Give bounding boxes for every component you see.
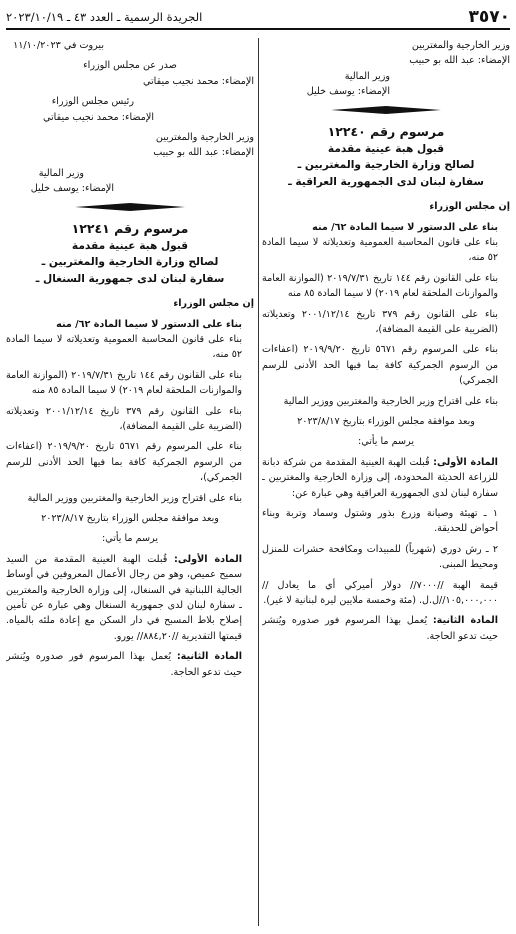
decrees-line: يرسم ما يأتي: xyxy=(357,436,415,448)
basis-clause: بناء على المرسوم رقم ٥٦٧١ تاريخ ٢٠١٩/٩/٢٠ (اعفاءات من الرسوم الجمركية كافة بما فيها الحد الأدنى للرسم الجمركي)، xyxy=(6,441,242,484)
basis-clause: بناء على القانون رقم ٣٧٩ تاريخ ٢٠٠١/١٢/١٤ وتعديلاته (الضريبة على القيمة المضافة)، xyxy=(262,308,498,335)
minister-signature: الإمضاء: عبد الله بو حبيب xyxy=(153,147,254,159)
page-number: ٣٥٧٠ xyxy=(468,7,510,27)
article-label: المادة الثانية: xyxy=(176,651,243,663)
decree-subject: لصالح وزارة الخارجية والمغتربين ـ xyxy=(41,256,219,269)
minister-title: وزير الخارجية والمغتربين xyxy=(155,132,254,144)
minister-title: وزير الخارجية والمغتربين xyxy=(411,40,510,51)
basis-clause: بناء على القانون رقم ٣٧٩ تاريخ ٢٠٠١/١٢/١٤ وتعديلاته (الضريبة على القيمة المضافة)، xyxy=(6,405,242,432)
page-header xyxy=(6,6,510,30)
decree-title: مرسوم رقم ١٢٢٤٠ xyxy=(327,123,445,139)
pm-signature: الإمضاء: محمد نجيب ميقاتي xyxy=(43,111,154,123)
minister-signature: الإمضاء: عبد الله بو حبيب xyxy=(409,55,510,67)
article-one xyxy=(262,455,510,501)
basis-clause: بناء على القانون رقم ١٤٤ تاريخ ٢٠١٩/٧/٣١ (الموازنة العامة والموازنات الملحقة لعام ٢٠١٩) لا سيما المادة ٨٥ منه xyxy=(262,272,498,300)
basis-clause: بناء على قانون المحاسبة العمومية وتعديلاته لا سيما المادة ٥٢ منه، xyxy=(262,236,498,264)
column-divider xyxy=(258,38,259,926)
basis-clause: بناء على المرسوم رقم ٥٦٧١ تاريخ ٢٠١٩/٩/٢٠ (اعفاءات من الرسوم الجمركية كافة بما فيها الحد الأدنى للرسم الجمركي) xyxy=(262,344,498,387)
donation-item: ٢ ـ رش دوري (شهرياً) للمبيدات ومكافحة حشرات للمنزل ومحيط المبنى. xyxy=(262,543,498,571)
basis-clause: بناء على الدستور لا سيما المادة ٦٢/ منه xyxy=(312,221,498,233)
article-label: المادة الثانية: xyxy=(432,615,499,627)
article-text: قُبلت الهبة العينية المقدمة من السيد سميح عميص، وهو من رجال الأعمال المعروفين في أوساط الجالية اللبنانية في السنغال، إلى وزارة الخارجية والمغتربين ـ سفارة لبنان لدى جمهورية السنغال وهي عبارة عن تأمين إصلاح بلاط المسبح في دار السكن مع إعادة ملئه بالمياه. قيمتها التقديرية //٨٨٤,٢٠// يورو. xyxy=(6,553,242,642)
decree-subject: قبول هبة عينية مقدمة xyxy=(71,239,189,252)
decree-subject: لصالح وزارة الخارجية والمغتربين ـ xyxy=(297,159,475,172)
left-column xyxy=(6,38,254,926)
pm-title: رئيس مجلس الوزراء xyxy=(51,96,134,108)
article-one xyxy=(6,552,254,644)
article-two xyxy=(6,649,254,680)
basis-clause: بناء على اقتراح وزير الخارجية والمغتربين ووزير المالية xyxy=(27,492,242,504)
article-label: المادة الأولى: xyxy=(173,553,242,565)
place-date: بيروت في ١١/١٠/٢٠٢٣ xyxy=(13,40,104,51)
approval-line: وبعد موافقة مجلس الوزراء بتاريخ ٢٠٢٣/٨/١٧ xyxy=(41,513,219,525)
decree-title: مرسوم رقم ١٢٢٤١ xyxy=(71,220,189,236)
approval-line: وبعد موافقة مجلس الوزراء بتاريخ ٢٠٢٣/٨/١٧ xyxy=(297,416,475,427)
basis-clause: بناء على القانون رقم ١٤٤ تاريخ ٢٠١٩/٧/٣١ (الموازنة العامة والموازنات الملحقة لعام ٢٠١٩) لا سيما المادة ٨٥ منه xyxy=(6,369,242,397)
decree-subject: سفارة لبنان لدى الجمهورية العراقية ـ xyxy=(288,175,484,188)
council-heading: إن مجلس الوزراء xyxy=(429,201,510,213)
basis-clause: بناء على قانون المحاسبة العمومية وتعديلاته لا سيما المادة ٥٢ منه، xyxy=(6,333,242,361)
gazette-issue-line: الجريدة الرسمية ـ العدد ٤٣ ـ ٢٠٢٣/١٠/١٩ xyxy=(6,10,203,24)
section-separator xyxy=(262,106,510,114)
article-text: قُبلت الهبة العينية المقدمة من شركة دبانة للزراعة الحديثة المحدودة، إلى وزارة الخارجية والمغتربين ـ سفارة لبنان لدى الجمهورية العراقية وهي عبارة عن: xyxy=(262,456,498,499)
section-separator xyxy=(6,203,254,211)
article-label: المادة الأولى: xyxy=(433,456,498,468)
minister-title: وزير المالية xyxy=(38,167,84,179)
minister-signature: الإمضاء: يوسف خليل xyxy=(30,183,114,195)
donation-value: قيمة الهبة //٧٠٠٠// دولار أميركي أي ما يعادل //١٠٥,٠٠٠,٠٠٠//ل.ل. (مئة وخمسة ملايين ليرة لبنانية لا غير). xyxy=(262,579,498,607)
article-text: يُعمل بهذا المرسوم فور صدوره ويُنشر حيث تدعو الحاجة. xyxy=(6,651,242,678)
basis-clause: بناء على الدستور لا سيما المادة ٦٢/ منه xyxy=(56,318,242,330)
pm-signature: الإمضاء: محمد نجيب ميقاتي xyxy=(143,75,254,87)
council-heading: إن مجلس الوزراء xyxy=(173,298,254,310)
decrees-line: يرسم ما يأتي: xyxy=(101,533,159,545)
right-column xyxy=(262,38,510,926)
article-two xyxy=(262,613,510,644)
decree-subject: قبول هبة عينية مقدمة xyxy=(327,142,445,155)
basis-clause: بناء على اقتراح وزير الخارجية والمغتربين ووزير المالية xyxy=(283,395,498,407)
decree-subject: سفارة لبنان لدى جمهورية السنغال ـ xyxy=(35,272,225,285)
donation-item: ١ ـ تهيئة وصيانة وزرع بذور وشتول وسماد وتربة وبناء أحواض للحديقة. xyxy=(262,508,498,535)
minister-title: وزير المالية xyxy=(344,70,390,82)
minister-signature: الإمضاء: يوسف خليل xyxy=(306,86,390,98)
article-text: يُعمل بهذا المرسوم فور صدوره ويُنشر حيث تدعو الحاجة. xyxy=(262,615,498,642)
issued-by: صدر عن مجلس الوزراء xyxy=(83,60,177,72)
